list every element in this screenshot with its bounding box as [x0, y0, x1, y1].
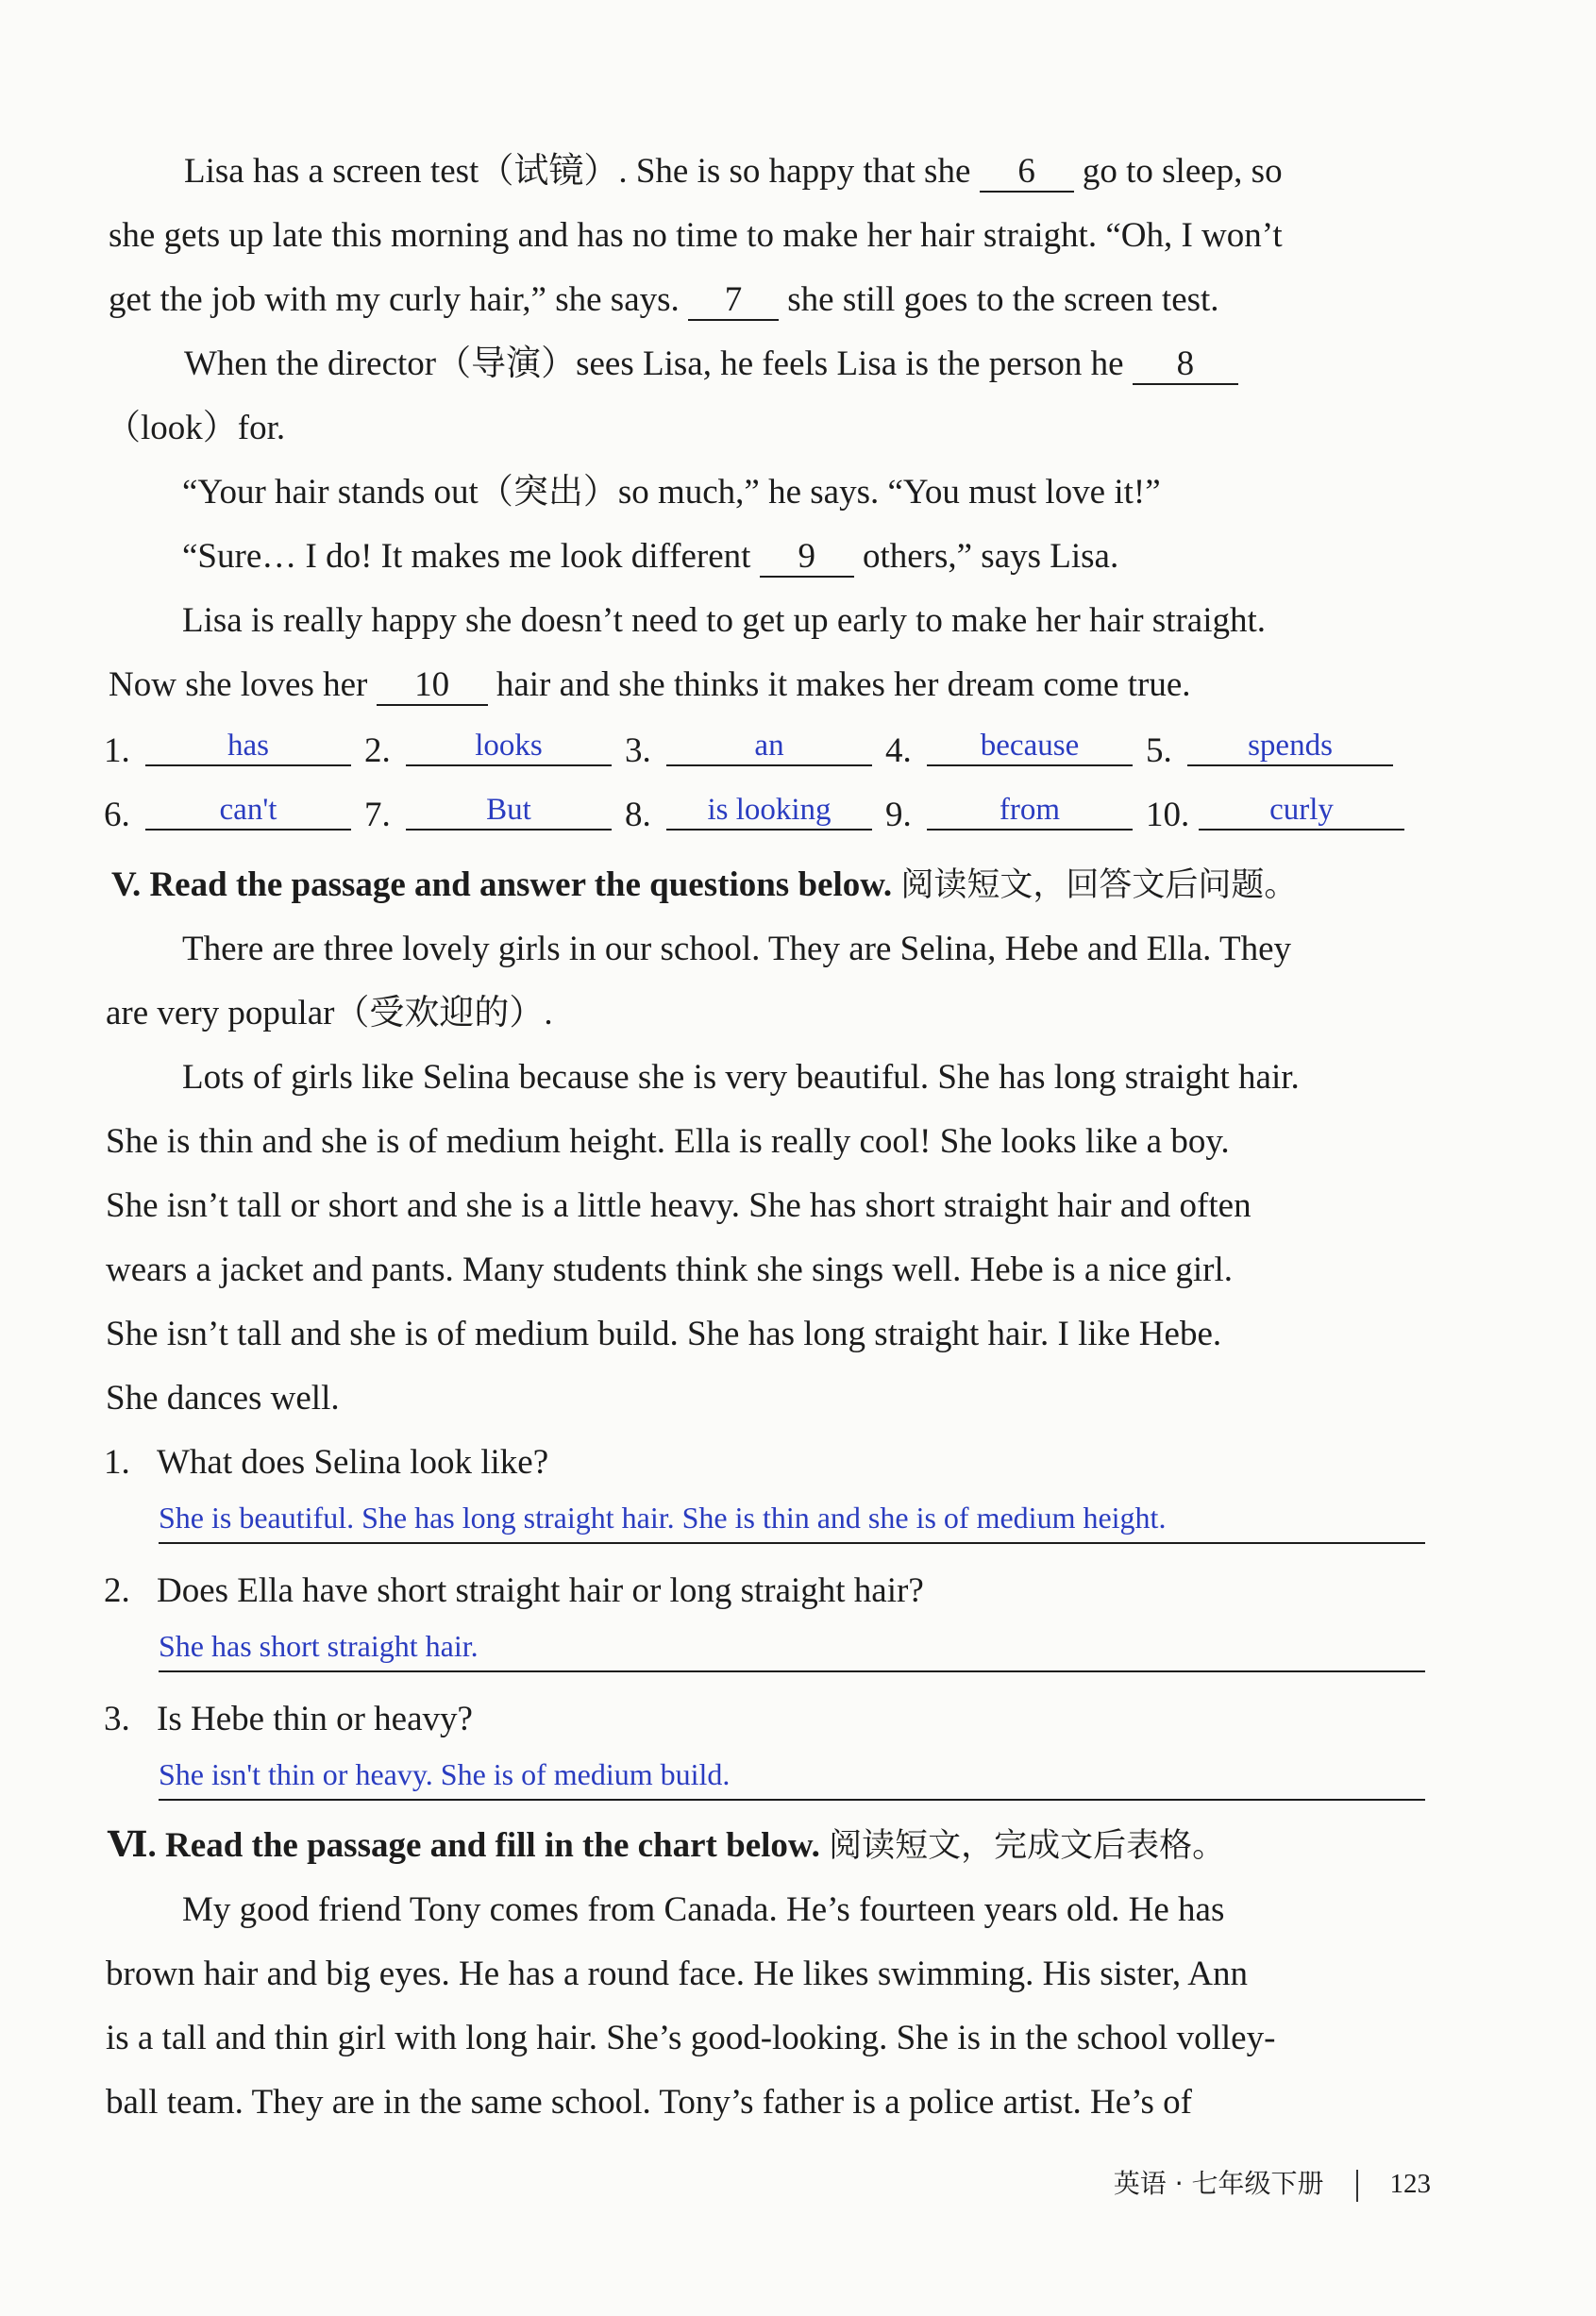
answer-num: 9. — [885, 796, 912, 834]
question-2 — [104, 1570, 924, 1612]
answer-6: can't — [145, 791, 351, 831]
answer-1: has — [145, 727, 351, 766]
passage1-line-9 — [109, 664, 1191, 706]
answer-9: from — [927, 791, 1133, 831]
passage1-line-2: she gets up late this morning and has no time to make her hair straight. “Oh, I won’t — [109, 216, 1283, 255]
text: others,” says Lisa. — [853, 537, 1119, 576]
section6-line4: ball team. They are in the same school. Tony’s father is a police artist. He’s of — [106, 2083, 1192, 2122]
section5-para2-line2: She is thin and she is of medium height. Ella is really cool! She looks like a boy. — [106, 1122, 1230, 1161]
section5-heading — [111, 864, 1297, 906]
section5-para2-line4: wears a jacket and pants. Many students think she sings well. Hebe is a nice girl. — [106, 1250, 1233, 1289]
answer-num: 8. — [625, 796, 651, 834]
answer-num: 10. — [1146, 796, 1190, 834]
question-num: 2. — [104, 1571, 130, 1610]
answer-num: 2. — [364, 731, 391, 770]
footer-divider — [1356, 2170, 1358, 2202]
answer-4: because — [927, 727, 1133, 766]
blank-9: 9 — [760, 538, 854, 578]
heading-text: Ⅵ. Read the passage and fill in the chart below. — [108, 1826, 820, 1865]
question-text: Is Hebe thin or heavy? — [157, 1700, 473, 1738]
answer-line-1: She is beautiful. She has long straight hair. She is thin and she is of medium height. — [159, 1499, 1425, 1544]
answer-num: 7. — [364, 796, 391, 834]
text: When the director（导演）sees Lisa, he feels Lisa is the person he — [184, 344, 1133, 383]
answer-10: curly — [1199, 791, 1404, 831]
text: get the job with my curly hair,” she says. — [109, 280, 689, 319]
text: go to sleep, so — [1073, 152, 1283, 191]
section6-line1: My good friend Tony comes from Canada. He’s fourteen years old. He has — [182, 1890, 1225, 1929]
question-text: Does Ella have short straight hair or long straight hair? — [157, 1571, 924, 1610]
answer-line-3: She isn't thin or heavy. She is of medium build. — [159, 1755, 1425, 1801]
section5-para2-line3: She isn’t tall or short and she is a little heavy. She has short straight hair and often — [106, 1186, 1252, 1225]
blank-10: 10 — [377, 666, 488, 706]
question-1 — [104, 1442, 548, 1484]
answer-num: 3. — [625, 731, 651, 770]
answer-num: 5. — [1146, 731, 1172, 770]
heading-cn: 阅读短文，完成文后表格。 — [829, 1827, 1226, 1865]
section5-para2-line1: Lots of girls like Selina because she is very beautiful. She has long straight hair. — [182, 1058, 1300, 1097]
answer-5: spends — [1187, 727, 1393, 766]
section5-para2-line6: She dances well. — [106, 1379, 340, 1418]
answer-num: 1. — [104, 731, 130, 770]
section6-heading — [108, 1825, 1225, 1867]
text: she still goes to the screen test. — [779, 280, 1219, 319]
section6-line3: is a tall and thin girl with long hair. She’s good-looking. She is in the school volley- — [106, 2019, 1276, 2057]
text: hair and she thinks it makes her dream come true. — [487, 665, 1191, 704]
question-num: 3. — [104, 1700, 130, 1738]
section6-line2: brown hair and big eyes. He has a round face. He likes swimming. His sister, Ann — [106, 1955, 1249, 1993]
answer-3: an — [666, 727, 872, 766]
text: “Sure… I do! It makes me look different — [182, 537, 760, 576]
passage1-line-4 — [184, 344, 1238, 385]
answer-line-2: She has short straight hair. — [159, 1627, 1425, 1672]
answer-row-1 — [104, 730, 1406, 772]
passage1-line-5: （look）for. — [106, 409, 286, 447]
question-3 — [104, 1699, 473, 1740]
passage1-line-8: Lisa is really happy she doesn’t need to get up early to make her hair straight. — [182, 601, 1267, 640]
blank-8: 8 — [1133, 345, 1238, 385]
page-number: 123 — [1389, 2169, 1431, 2199]
passage1-line-1 — [184, 151, 1425, 193]
blank-6: 6 — [980, 153, 1074, 193]
section5-para1-line2: are very popular（受欢迎的）. — [106, 994, 553, 1032]
answer-num: 4. — [885, 731, 912, 770]
blank-7: 7 — [688, 281, 779, 321]
answer-num: 6. — [104, 796, 130, 834]
text: Lisa has a screen test（试镜）. She is so happy that she — [184, 152, 980, 191]
question-text: What does Selina look like? — [157, 1443, 549, 1482]
text: Now she loves her — [109, 665, 377, 704]
answer-2: looks — [406, 727, 612, 766]
passage1-line-3 — [109, 279, 1219, 321]
answer-7: But — [406, 791, 612, 831]
heading-text: V. Read the passage and answer the questions below. — [111, 865, 893, 904]
answer-row-2 — [104, 795, 1418, 836]
book-title: 英语 · 七年级下册 — [1113, 2168, 1324, 2199]
question-num: 1. — [104, 1443, 130, 1482]
section5-para2-line5: She isn’t tall and she is of medium build. She has long straight hair. I like Hebe. — [106, 1315, 1222, 1353]
passage1-line-7 — [182, 536, 1118, 578]
page-footer — [1114, 2163, 1431, 2202]
passage1-line-6: “Your hair stands out（突出）so much,” he says. “You must love it!” — [182, 473, 1161, 512]
answer-8: is looking — [666, 791, 872, 831]
heading-cn: 阅读短文，回答文后问题。 — [900, 866, 1298, 904]
section5-para1-line1: There are three lovely girls in our school. They are Selina, Hebe and Ella. They — [182, 930, 1292, 968]
